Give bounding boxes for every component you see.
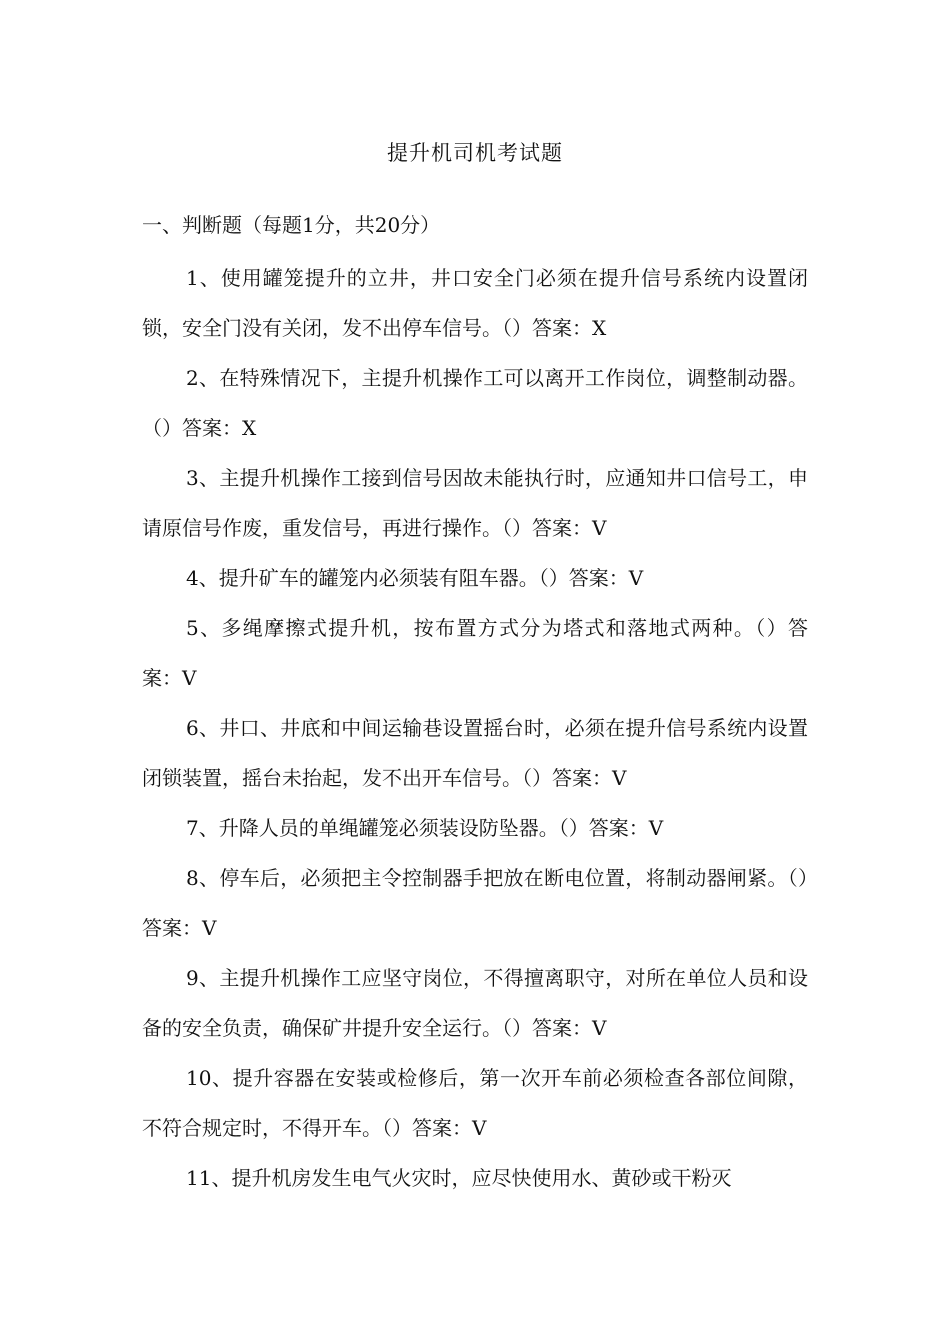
question-item: 5、多绳摩擦式提升机，按布置方式分为塔式和落地式两种。（）答案：V [142,616,808,690]
question-item: 2、在特殊情况下，主提升机操作工可以离开工作岗位，调整制动器。（）答案：X [142,366,808,440]
question-item: 4、提升矿车的罐笼内必须装有阻车器。（）答案：V [186,566,644,590]
question-item: 9、主提升机操作工应坚守岗位，不得擅离职守，对所在单位人员和设备的安全负责，确保矿井提升安全运行。（）答案：V [142,966,808,1040]
question-item: 11、提升机房发生电气火灾时，应尽快使用水、黄砂或干粉灭 [186,1166,732,1190]
question-item: 8、停车后，必须把主令控制器手把放在断电位置，将制动器闸紧。（）答案：V [142,866,808,940]
page-title: 提升机司机考试题 [387,141,563,165]
question-item: 6、井口、井底和中间运输巷设置摇台时，必须在提升信号系统内设置闭锁装置，摇台未抬起，发不出开车信号。（）答案：V [142,716,808,790]
question-item: 7、升降人员的单绳罐笼必须装设防坠器。（）答案：V [186,816,664,840]
section-heading: 一、判断题（每题1分，共20分） [142,213,441,237]
question-item: 3、主提升机操作工接到信号因故未能执行时，应通知井口信号工，申请原信号作废，重发信号，再进行操作。（）答案：V [142,466,808,540]
question-item: 10、提升容器在安装或检修后，第一次开车前必须检查各部位间隙，不符合规定时，不得开车。（）答案：V [142,1066,808,1140]
question-item: 1、使用罐笼提升的立井，井口安全门必须在提升信号系统内设置闭锁，安全门没有关闭，发不出停车信号。（）答案：X [142,266,808,340]
